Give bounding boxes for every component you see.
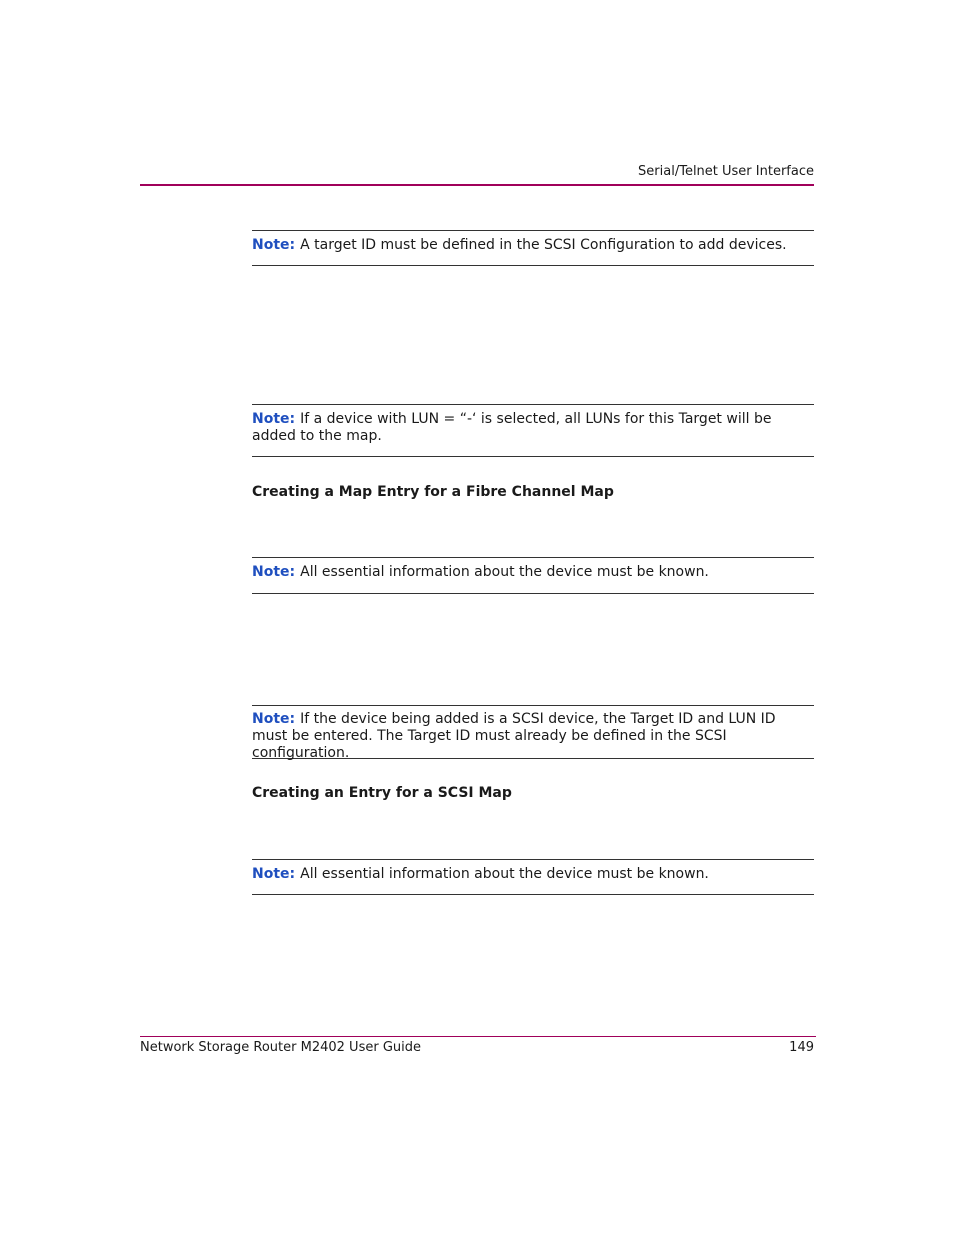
note-label: Note: <box>252 564 296 580</box>
section-heading-fibre-channel-map: Creating a Map Entry for a Fibre Channel Map <box>252 484 614 500</box>
header-rule <box>140 184 814 186</box>
section-heading-scsi-map: Creating an Entry for a SCSI Map <box>252 785 512 801</box>
note-label: Note: <box>252 411 296 427</box>
page-number: 149 <box>789 1040 814 1055</box>
note-box-essential-info-1 <box>252 557 814 594</box>
note-text: If the device being added is a SCSI device, the Target ID and LUN ID must be entered. The Target ID must already be defined in the SCSI configuration. <box>252 711 776 761</box>
note-text: A target ID must be defined in the SCSI Configuration to add devices. <box>300 237 787 253</box>
note-box-scsi-device <box>252 705 814 759</box>
note-box-target-id <box>252 230 814 266</box>
note-text: All essential information about the device must be known. <box>300 564 709 580</box>
footer-guide-title: Network Storage Router M2402 User Guide <box>140 1040 421 1055</box>
note-label: Note: <box>252 711 296 727</box>
note-box-essential-info-2 <box>252 859 814 895</box>
note-label: Note: <box>252 866 296 882</box>
note-text: If a device with LUN = “-‘ is selected, all LUNs for this Target will be added to the map. <box>252 411 772 444</box>
footer-rule <box>140 1036 816 1037</box>
note-label: Note: <box>252 237 296 253</box>
note-box-lun <box>252 404 814 457</box>
note-text: All essential information about the device must be known. <box>300 866 709 882</box>
header-section-title: Serial/Telnet User Interface <box>638 164 814 179</box>
